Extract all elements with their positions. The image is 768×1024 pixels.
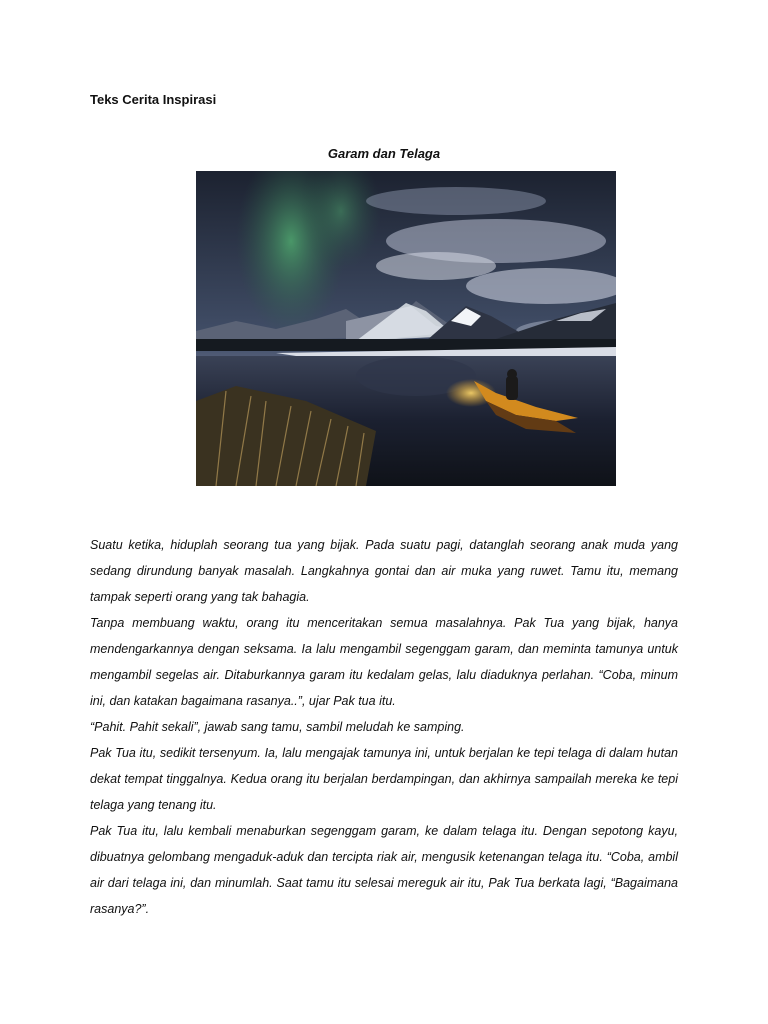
paragraph: Pak Tua itu, lalu kembali menaburkan segenggam garam, ke dalam telaga itu. Dengan sepotong kayu, dibuatnya gelombang mengaduk-aduk dan tercipta riak air, mengusik ketenangan telaga itu. “Coba, ambil air dari telaga ini, dan minumlah. Saat tamu itu selesai mereguk air itu, Pak Tua berkata lagi, “Bagaimana rasanya?”. (90, 824, 678, 916)
paragraph: “Pahit. Pahit sekali”, jawab sang tamu, sambil meludah ke samping. (90, 720, 465, 734)
story-title: Garam dan Telaga (327, 146, 441, 161)
story-body (90, 532, 678, 922)
paragraph: Pak Tua itu, sedikit tersenyum. Ia, lalu mengajak tamunya ini, untuk berjalan ke tepi telaga di dalam hutan dekat tempat tinggalnya. Kedua orang itu berjalan berdampingan, dan akhirnya sampailah mereka ke tepi telaga yang tenang itu. (90, 746, 678, 812)
paragraph: Suatu ketika, hiduplah seorang tua yang bijak. Pada suatu pagi, datanglah seorang anak muda yang sedang dirundung banyak masalah. Langkahnya gontai dan air muka yang ruwet. Tamu itu, memang tampak seperti orang yang tak bahagia. (90, 538, 678, 604)
story-photo (196, 171, 616, 486)
paragraph: Tanpa membuang waktu, orang itu menceritakan semua masalahnya. Pak Tua yang bijak, hanya mendengarkannya dengan seksama. Ia lalu mengambil segenggam garam, dan meminta tamunya untuk mengambil segelas air. Ditaburkannya garam itu kedalam gelas, lalu diaduknya perlahan. “Coba, minum ini, dan katakan bagaimana rasanya..”, ujar Pak tua itu. (90, 616, 678, 708)
document-heading: Teks Cerita Inspirasi (90, 92, 217, 107)
